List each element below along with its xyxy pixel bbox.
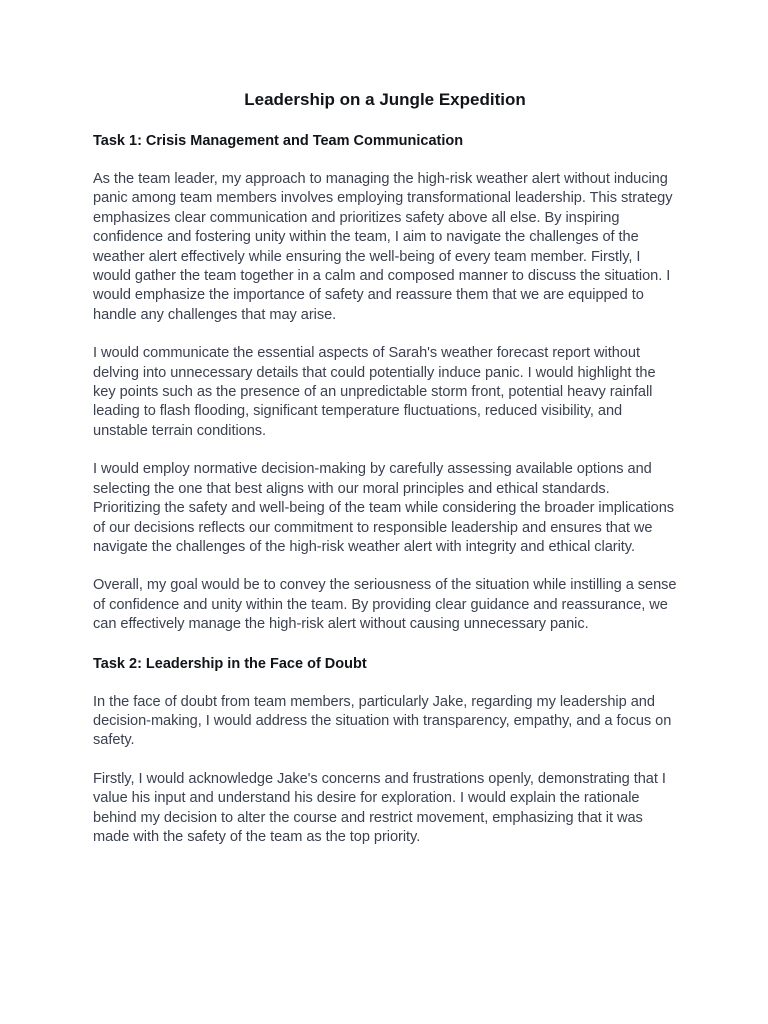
paragraph: I would communicate the essential aspects of Sarah's weather forecast report without delving into unnecessary details that could potentially induce panic. I would highlight the key points such as the presence of an unpredictable storm front, potential heavy rainfall leading to flash flooding, significant temperature fluctuations, reduced visibility, and unstable terrain conditions.: [93, 345, 656, 439]
paragraph: In the face of doubt from team members, particularly Jake, regarding my leadership and decision-making, I would address the situation with transparency, empathy, and a focus on safety.: [93, 693, 672, 749]
paragraph: As the team leader, my approach to managing the high-risk weather alert without inducing panic among team members involves employing transformational leadership. This strategy emphasizes clear communication and prioritizes safety above all else. By inspiring confidence and fostering unity within the team, I aim to navigate the challenges of the weather alert effectively while ensuring the well-being of every team member. Firstly, I would gather the team together in a calm and composed manner to discuss the situation. I would emphasize the importance of safety and reassure them that we are equipped to handle any challenges that may arise.: [93, 171, 673, 323]
paragraph: Firstly, I would acknowledge Jake's concerns and frustrations openly, demonstrating that I value his input and understand his desire for exploration. I would explain the rationale behind my decision to alter the course and restrict movement, emphasizing that it was made with the safety of the team as the top priority.: [93, 770, 666, 845]
paragraph: I would employ normative decision-making by carefully assessing available options and selecting the one that best aligns with our moral principles and ethical standards. Prioritizing the safety and well-being of the team while considering the broader implications of our decisions reflects our commitment to responsible leadership and ensures that we navigate the challenges of the high-risk weather alert with integrity and ethical clarity.: [93, 461, 675, 555]
paragraph: Overall, my goal would be to convey the seriousness of the situation while instilling a sense of confidence and unity within the team. By providing clear guidance and reassurance, we can effectively manage the high-risk alert without causing unnecessary panic.: [93, 577, 677, 633]
section-task-2: [93, 654, 677, 848]
title-wrapper: [93, 88, 677, 112]
document-page: [93, 88, 677, 847]
section-heading-task-2: Task 2: Leadership in the Face of Doubt: [93, 655, 367, 672]
section-heading-task-1: Task 1: Crisis Management and Team Communication: [93, 133, 464, 149]
document-title: Leadership on a Jungle Expedition: [244, 90, 526, 109]
section-task-1: [93, 131, 677, 635]
